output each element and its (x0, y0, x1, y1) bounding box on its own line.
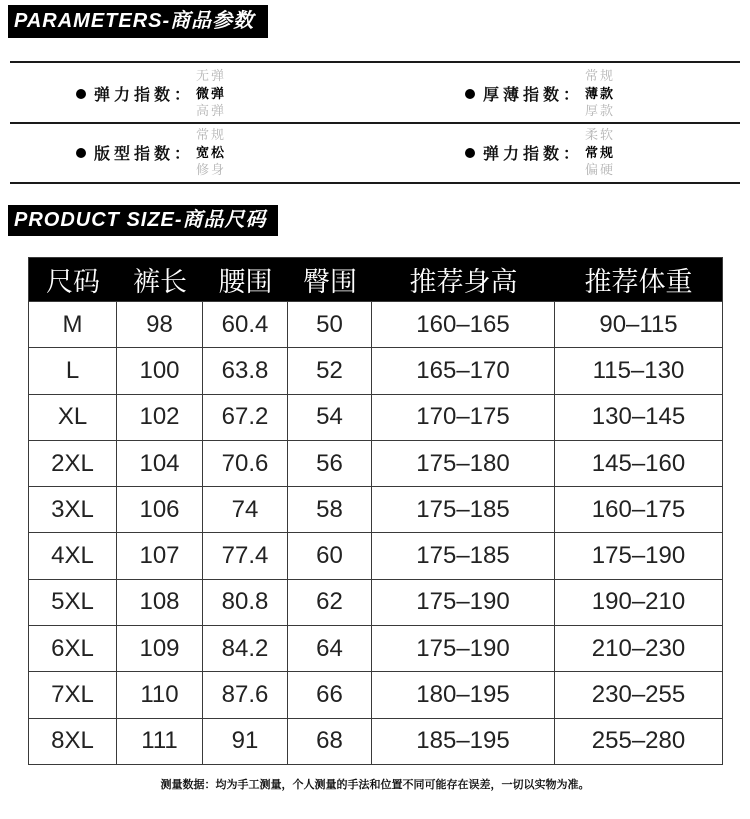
bullet-icon (76, 89, 86, 99)
param-option: 柔软 (585, 127, 616, 143)
cell-pants-length: 98 (117, 301, 203, 347)
cell-recommended-height: 165–170 (372, 347, 555, 393)
cell-hip: 56 (288, 440, 372, 486)
cell-size: XL (29, 394, 117, 440)
cell-hip: 50 (288, 301, 372, 347)
header-pants-length: 裤长 (117, 258, 203, 301)
param-option: 薄款 (585, 85, 616, 101)
cell-pants-length: 104 (117, 440, 203, 486)
param-thickness-index (465, 66, 615, 121)
cell-waist: 84.2 (203, 625, 288, 671)
cell-size: 6XL (29, 625, 117, 671)
cell-waist: 70.6 (203, 440, 288, 486)
bullet-icon (465, 148, 475, 158)
cell-recommended-weight: 160–175 (555, 486, 722, 532)
cell-waist: 63.8 (203, 347, 288, 393)
cell-recommended-weight: 175–190 (555, 532, 722, 578)
param-options (196, 67, 226, 120)
measurement-note: 测量数据：均为手工测量，个人测量的手法和位置不同可能存在误差，一切以实物为准。 (160, 779, 590, 791)
param-option: 偏硬 (585, 162, 616, 178)
cell-pants-length: 108 (117, 579, 203, 625)
cell-recommended-weight: 190–210 (555, 579, 722, 625)
param-options (585, 67, 615, 120)
param-softness-index (465, 125, 615, 180)
cell-hip: 66 (288, 671, 372, 717)
cell-hip: 68 (288, 718, 372, 764)
cell-hip: 62 (288, 579, 372, 625)
product-size-banner-title: PRODUCT SIZE-商品尺码 (14, 209, 267, 231)
cell-waist: 60.4 (203, 301, 288, 347)
param-option: 常规 (196, 127, 227, 143)
cell-recommended-weight: 255–280 (555, 718, 722, 764)
cell-recommended-height: 175–180 (372, 440, 555, 486)
cell-waist: 87.6 (203, 671, 288, 717)
cell-recommended-weight: 130–145 (555, 394, 722, 440)
param-option: 无弹 (196, 68, 227, 84)
param-label: 版型指数： (94, 146, 195, 163)
cell-size: L (29, 347, 117, 393)
cell-hip: 60 (288, 532, 372, 578)
cell-recommended-height: 160–165 (372, 301, 555, 347)
parameters-banner-title: PARAMETERS-商品参数 (14, 10, 255, 32)
cell-pants-length: 100 (117, 347, 203, 393)
cell-recommended-height: 175–190 (372, 579, 555, 625)
param-label: 厚薄指数： (483, 87, 584, 104)
cell-waist: 80.8 (203, 579, 288, 625)
divider-line (10, 122, 740, 124)
cell-waist: 67.2 (203, 394, 288, 440)
cell-size: 5XL (29, 579, 117, 625)
param-option: 高弹 (196, 103, 227, 119)
param-options (196, 126, 226, 179)
cell-recommended-height: 180–195 (372, 671, 555, 717)
cell-hip: 64 (288, 625, 372, 671)
cell-recommended-weight: 145–160 (555, 440, 722, 486)
param-option: 常规 (585, 144, 616, 160)
product-size-banner (8, 205, 278, 236)
size-table (28, 257, 723, 765)
bullet-icon (76, 148, 86, 158)
cell-recommended-height: 175–185 (372, 532, 555, 578)
cell-waist: 74 (203, 486, 288, 532)
cell-recommended-weight: 90–115 (555, 301, 722, 347)
divider-line (10, 182, 740, 184)
cell-hip: 52 (288, 347, 372, 393)
cell-pants-length: 109 (117, 625, 203, 671)
cell-size: 3XL (29, 486, 117, 532)
cell-hip: 58 (288, 486, 372, 532)
cell-recommended-height: 175–185 (372, 486, 555, 532)
header-recommended-height: 推荐身高 (372, 258, 555, 301)
cell-recommended-height: 170–175 (372, 394, 555, 440)
param-option: 修身 (196, 162, 227, 178)
cell-pants-length: 111 (117, 718, 203, 764)
cell-pants-length: 102 (117, 394, 203, 440)
cell-size: M (29, 301, 117, 347)
cell-recommended-weight: 230–255 (555, 671, 722, 717)
param-label: 弹力指数： (94, 87, 195, 104)
cell-size: 2XL (29, 440, 117, 486)
bullet-icon (465, 89, 475, 99)
param-option: 厚款 (585, 103, 616, 119)
param-option: 常规 (585, 68, 616, 84)
parameters-banner (8, 5, 268, 38)
param-option: 微弹 (196, 85, 227, 101)
cell-pants-length: 110 (117, 671, 203, 717)
param-elasticity-index (76, 66, 226, 121)
cell-recommended-height: 185–195 (372, 718, 555, 764)
cell-size: 7XL (29, 671, 117, 717)
cell-pants-length: 107 (117, 532, 203, 578)
cell-size: 4XL (29, 532, 117, 578)
param-option: 宽松 (196, 144, 227, 160)
cell-pants-length: 106 (117, 486, 203, 532)
param-fit-index (76, 125, 226, 180)
cell-hip: 54 (288, 394, 372, 440)
cell-size: 8XL (29, 718, 117, 764)
cell-recommended-weight: 115–130 (555, 347, 722, 393)
header-waist: 腰围 (203, 258, 288, 301)
param-label: 弹力指数： (483, 146, 584, 163)
cell-recommended-height: 175–190 (372, 625, 555, 671)
header-size: 尺码 (29, 258, 117, 301)
header-hip: 臀围 (288, 258, 372, 301)
header-recommended-weight: 推荐体重 (555, 258, 722, 301)
divider-line (10, 61, 740, 63)
cell-recommended-weight: 210–230 (555, 625, 722, 671)
cell-waist: 77.4 (203, 532, 288, 578)
param-options (585, 126, 615, 179)
cell-waist: 91 (203, 718, 288, 764)
